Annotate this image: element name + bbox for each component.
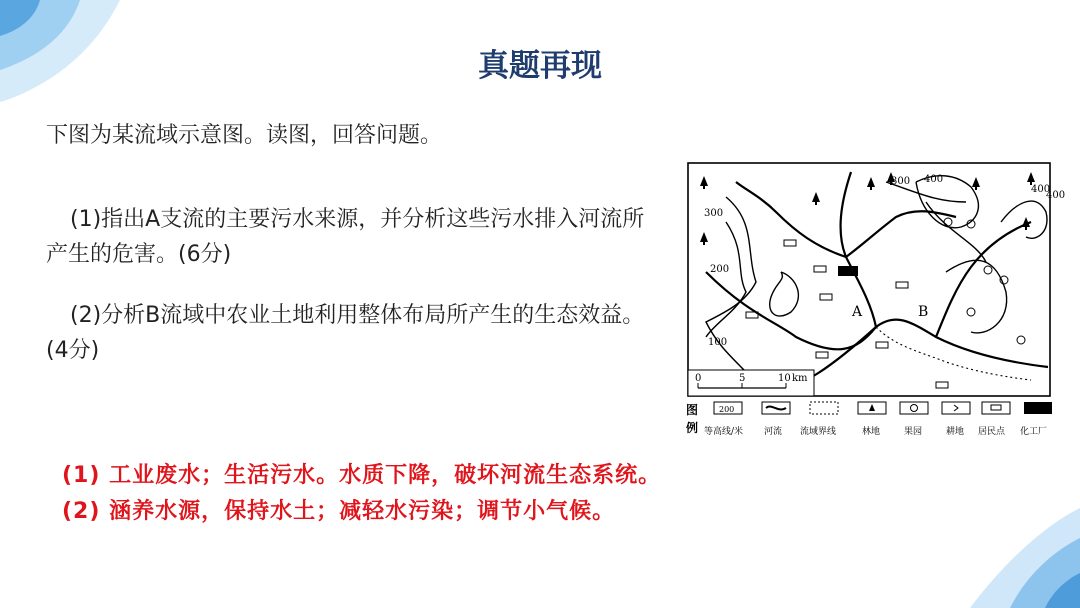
svg-text:林地: 林地 [862, 427, 881, 437]
question-2: (2)分析B流域中农业土地利用整体布局所产生的生态效益。(4分) [46, 303, 645, 363]
svg-text:化工厂: 化工厂 [1020, 427, 1048, 437]
svg-text:耕地: 耕地 [946, 427, 965, 437]
svg-text:河流: 河流 [764, 427, 783, 437]
svg-text:100: 100 [708, 337, 728, 348]
svg-text:200: 200 [710, 264, 730, 275]
legend-title-2: 例 [686, 421, 699, 435]
question-1: (1)指出A支流的主要污水来源，并分析这些污水排入河流所产生的危害。(6分) [46, 207, 645, 267]
svg-text:200: 200 [719, 405, 735, 414]
scale-bar [688, 370, 814, 396]
chemical-plant-icon [838, 266, 858, 276]
svg-text:5: 5 [739, 373, 746, 384]
map-legend [686, 402, 1052, 437]
svg-text:300: 300 [891, 176, 911, 187]
legend-title-1: 图 [686, 403, 699, 417]
svg-text:400: 400 [924, 174, 944, 185]
svg-text:km: km [792, 373, 808, 384]
svg-text:果园: 果园 [904, 427, 923, 437]
page-title: 真题再现 [478, 48, 602, 84]
answer-2: (2) 涵养水源，保持水土；减轻水污染；调节小气候。 [62, 499, 616, 524]
bottom-right-decoration [940, 498, 1080, 608]
svg-text:等高线/米: 等高线/米 [704, 427, 744, 437]
svg-text:10: 10 [778, 373, 791, 384]
svg-text:400: 400 [1046, 190, 1066, 201]
watershed-map [686, 162, 1066, 446]
svg-text:400: 400 [1031, 184, 1051, 195]
svg-text:0: 0 [695, 373, 702, 384]
question-intro: 下图为某流域示意图。读图，回答问题。 [46, 123, 443, 148]
svg-text:居民点: 居民点 [978, 427, 1006, 437]
svg-text:300: 300 [704, 208, 724, 219]
answer-1: (1) 工业废水；生活污水。水质下降，破坏河流生态系统。 [62, 463, 662, 488]
area-label-a: A [852, 304, 863, 320]
svg-text:流域界线: 流域界线 [800, 427, 837, 437]
area-label-b: B [918, 304, 929, 320]
